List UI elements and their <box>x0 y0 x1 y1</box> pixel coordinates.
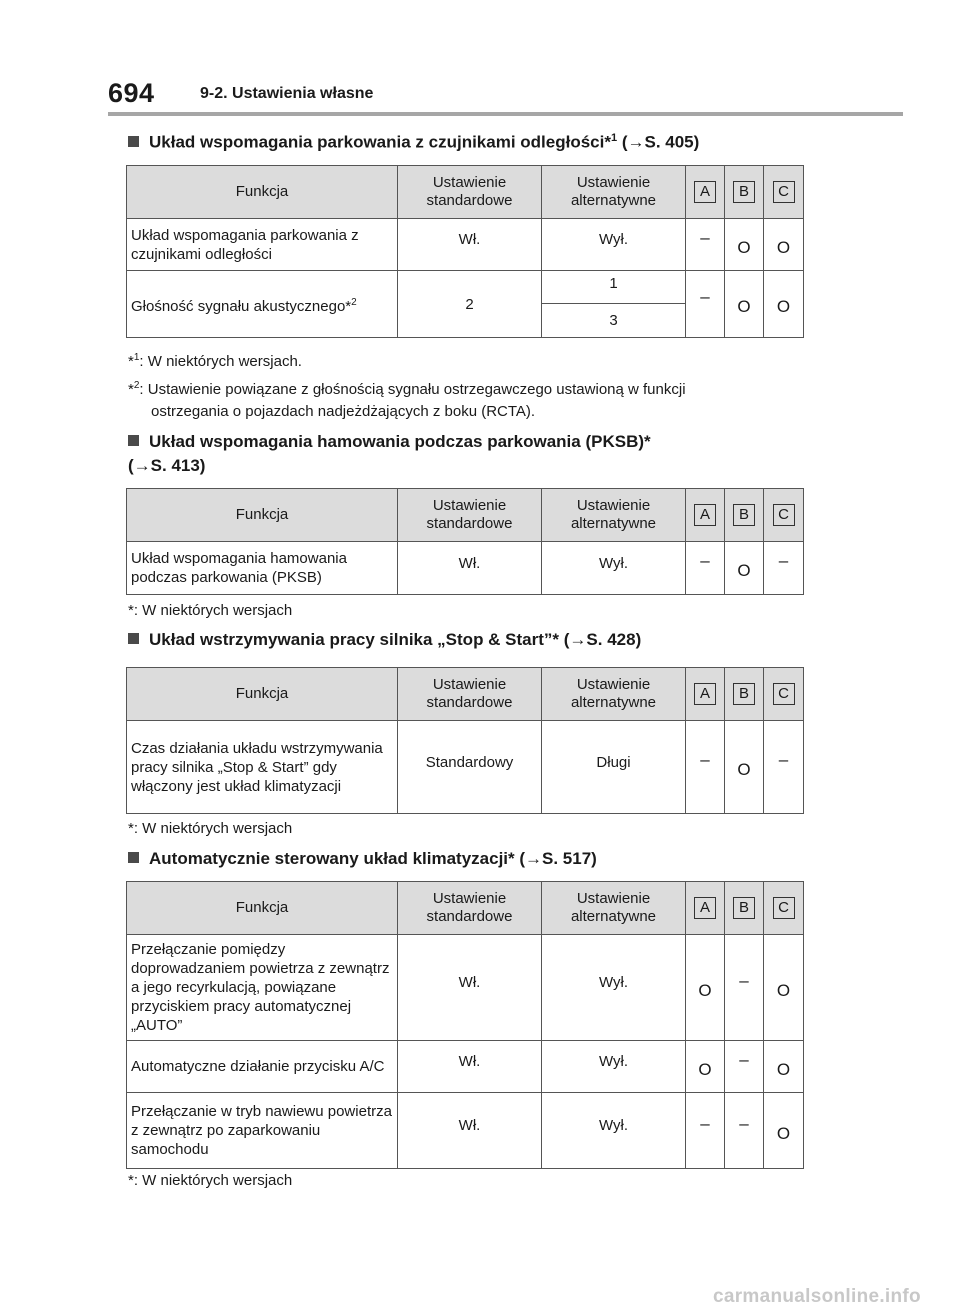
footnote: *: W niektórych wersjach <box>128 1172 293 1189</box>
header-rule <box>108 112 903 116</box>
table-header-row <box>127 166 804 219</box>
col-c: C <box>764 882 804 935</box>
mark-b: O <box>737 561 751 580</box>
col-function: Funkcja <box>127 489 398 542</box>
col-default: Ustawienie standardowe <box>398 668 542 721</box>
default-value: Wł. <box>398 542 542 595</box>
footnote-2: *$^2$: Ustawienie powiązane z głośnością sygnału ostrzegawczego ustawioną w funkcji ostrzegania o pojazdach nadjeżdżających z boku (RCTA). <box>128 380 686 420</box>
function-name: Automatyczne działanie przycisku A/C <box>127 1041 398 1093</box>
default-value: Wł. <box>398 1093 542 1169</box>
table-row <box>127 1093 804 1169</box>
mark-a: – <box>700 287 710 306</box>
function-name: Czas działania układu wstrzymywania pracy silnika „Stop & Start” gdy włączony jest układ klimatyzacji <box>127 721 398 814</box>
section-title: 9-2. Ustawienia własne <box>200 85 374 102</box>
alt-value: Wył. <box>542 1041 686 1093</box>
table-row <box>127 219 804 271</box>
table-row <box>127 721 804 814</box>
col-b: B <box>725 166 764 219</box>
mark-a: – <box>700 750 710 769</box>
col-c: C <box>764 166 804 219</box>
alt-value: Wył. <box>542 219 686 271</box>
footnote-1: *$^1$: W niektórych wersjach. <box>128 352 302 370</box>
table-header-row <box>127 882 804 935</box>
function-name: Przełączanie pomiędzy doprowadzaniem powietrza z zewnątrz a jego recyrkulacją, powiązane przyciskiem pracy automatycznej „AUTO” <box>127 935 398 1041</box>
alt-value: Wył. <box>542 935 686 1041</box>
square-bullet-icon <box>128 136 139 147</box>
mark-b: – <box>739 1049 749 1069</box>
alt-value: Długi <box>542 721 686 814</box>
col-default: Ustawienie standardowe <box>398 166 542 219</box>
default-value: Standardowy <box>398 721 542 814</box>
settings-table-3 <box>126 667 804 814</box>
page-number: 694 <box>108 78 155 108</box>
col-c: C <box>764 489 804 542</box>
mark-a: – <box>700 551 710 570</box>
mark-b: O <box>737 297 751 316</box>
watermark: carmanualsonline.info <box>713 1286 921 1307</box>
page-header <box>108 78 903 112</box>
footnote: *: W niektórych wersjach <box>128 820 293 837</box>
settings-table-4 <box>126 881 804 1169</box>
section-heading-3: Układ wstrzymywania pracy silnika „Stop & Start”* (→S. 428) <box>128 628 641 652</box>
function-name: Układ wspomagania hamowania podczas parkowania (PKSB) <box>127 542 398 595</box>
col-b: B <box>725 489 764 542</box>
mark-c: – <box>778 551 789 570</box>
settings-table-1 <box>126 165 804 338</box>
default-value: Wł. <box>398 1041 542 1093</box>
col-alternative: Ustawienie alternatywne <box>542 668 686 721</box>
square-bullet-icon <box>128 852 139 863</box>
table-row <box>127 271 804 304</box>
mark-b: – <box>739 1113 749 1133</box>
default-value: Wł. <box>398 219 542 271</box>
table-header-row <box>127 489 804 542</box>
col-c: C <box>764 668 804 721</box>
table-row <box>127 542 804 595</box>
table-row <box>127 935 804 1041</box>
col-b: B <box>725 668 764 721</box>
col-default: Ustawienie standardowe <box>398 489 542 542</box>
table-header-row <box>127 668 804 721</box>
mark-c: O <box>776 237 791 257</box>
col-a: A <box>686 489 725 542</box>
col-a: A <box>686 166 725 219</box>
section-heading-1: Układ wspomagania parkowania z czujnikami odległości*$^1$ (→S. 405) <box>128 126 699 155</box>
alt-value: Wył. <box>542 542 686 595</box>
col-function: Funkcja <box>127 668 398 721</box>
col-function: Funkcja <box>127 166 398 219</box>
mark-c: O <box>776 1059 791 1079</box>
col-alternative: Ustawienie alternatywne <box>542 166 686 219</box>
footnote: *: W niektórych wersjach <box>128 602 293 619</box>
col-default: Ustawienie standardowe <box>398 882 542 935</box>
settings-table-2 <box>126 488 804 595</box>
col-a: A <box>686 668 725 721</box>
mark-c: O <box>776 297 791 316</box>
table-row <box>127 1041 804 1093</box>
mark-b: – <box>739 970 749 990</box>
alt-value-2: 3 <box>542 304 686 338</box>
mark-a: – <box>700 227 710 247</box>
mark-a: O <box>698 980 712 1000</box>
function-name: Układ wspomagania parkowania z czujnikami odległości <box>127 219 398 271</box>
mark-b: O <box>737 237 751 257</box>
default-value: 2 <box>398 271 542 338</box>
alt-value-1: 1 <box>542 271 686 304</box>
square-bullet-icon <box>128 633 139 644</box>
mark-c: O <box>776 1123 791 1143</box>
mark-a: O <box>698 1059 712 1079</box>
function-name: Głośność sygnału akustycznego*$^2$ <box>127 271 398 338</box>
square-bullet-icon <box>128 435 139 446</box>
col-b: B <box>725 882 764 935</box>
mark-c: – <box>778 750 789 769</box>
section-heading-4: Automatycznie sterowany układ klimatyzacji* (→S. 517) <box>128 847 597 871</box>
mark-a: – <box>700 1113 710 1133</box>
function-name: Przełączanie w tryb nawiewu powietrza z zewnątrz po zaparkowaniu samochodu <box>127 1093 398 1169</box>
col-function: Funkcja <box>127 882 398 935</box>
col-alternative: Ustawienie alternatywne <box>542 882 686 935</box>
mark-b: O <box>737 760 751 779</box>
alt-value: Wył. <box>542 1093 686 1169</box>
col-a: A <box>686 882 725 935</box>
default-value: Wł. <box>398 935 542 1041</box>
col-alternative: Ustawienie alternatywne <box>542 489 686 542</box>
section-heading-2: Układ wspomagania hamowania podczas parkowania (PKSB)* (→S. 413) <box>128 432 651 475</box>
mark-c: O <box>776 980 791 1000</box>
